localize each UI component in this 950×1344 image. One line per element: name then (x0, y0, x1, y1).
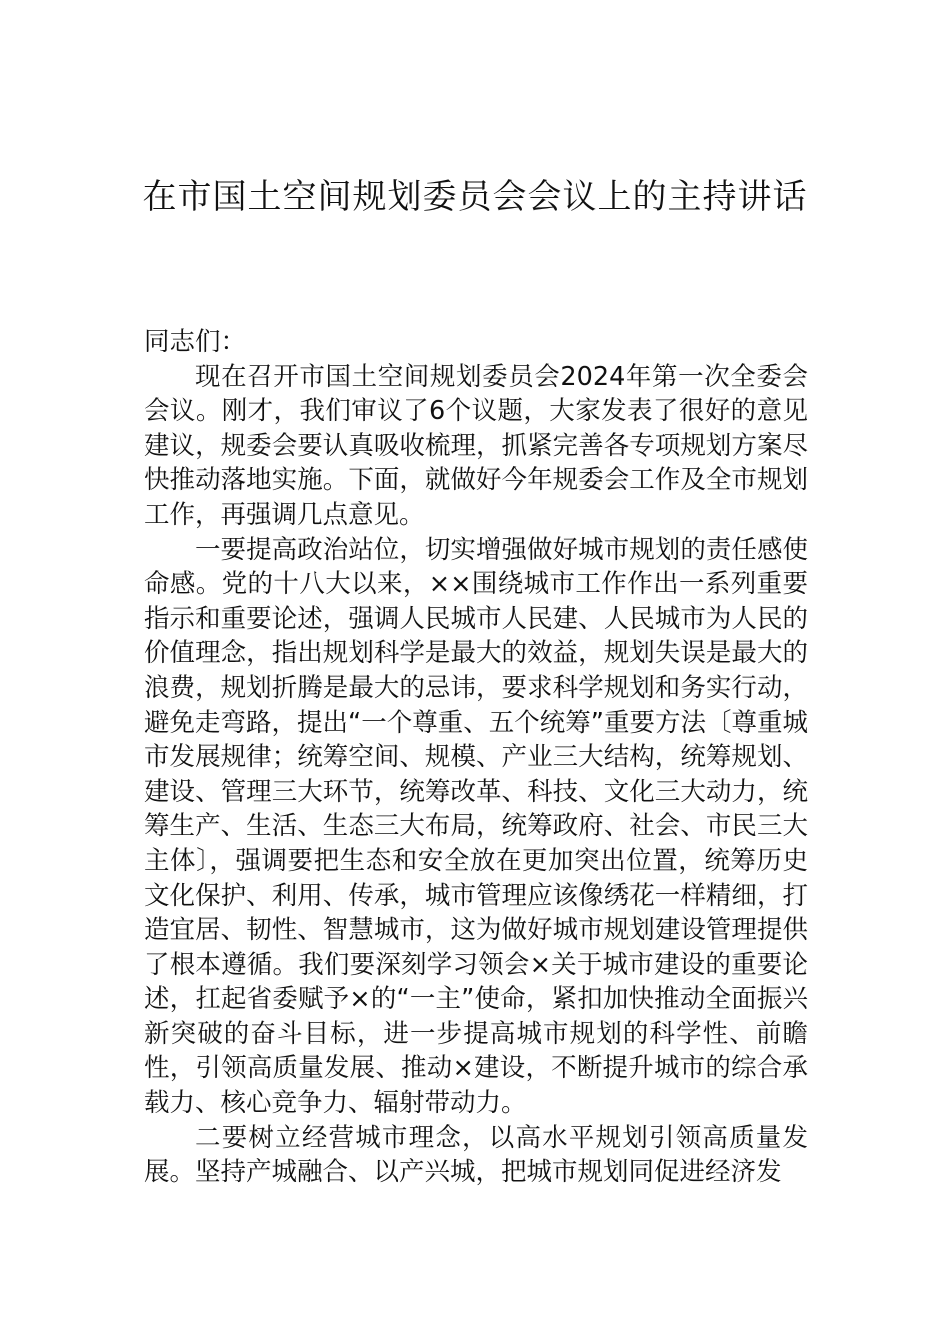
paragraph-opening: 现在召开市国土空间规划委员会2024年第一次全委会会议。刚才，我们审议了6个议题，大家发表了很好的意见建议，规委会要认真吸收梳理，抓紧完善各专项规划方案尽快推动落地实施。下面，就做好今年规委会工作及全市规划工作，再强调几点意见。 (144, 361, 808, 530)
paragraph-point-one: 一要提高政治站位，切实增强做好城市规划的责任感使命感。党的十八大以来，××围绕城市工作作出一系列重要指示和重要论述，强调人民城市人民建、人民城市为人民的价值理念，指出规划科学是最大的效益，规划失误是最大的浪费，规划折腾是最大的忌讳，要求科学规划和务实行动，避免走弯路，提出“一个尊重、五个统筹”重要方法〔尊重城市发展规律；统筹空间、规模、产业三大结构，统筹规划、建设、管理三大环节，统筹改革、科技、文化三大动力，统筹生产、生活、生态三大布局，统筹政府、社会、市民三大主体〕，强调要把生态和安全放在更加突出位置，统筹历史文化保护、利用、传承，城市管理应该像绣花一样精细，打造宜居、韧性、智慧城市，这为做好城市规划建设管理提供了根本遵循。我们要深刻学习领会×关于城市建设的重要论述，扛起省委赋予×的“一主”使命，紧扣加快推动全面振兴新突破的奋斗目标，进一步提高城市规划的科学性、前瞻性，引领高质量发展、推动×建设，不断提升城市的综合承载力、核心竞争力、辐射带动力。 (144, 534, 808, 1119)
document-body (144, 325, 808, 1190)
paragraph-point-two: 二要树立经营城市理念，以高水平规划引领高质量发展。坚持产城融合、以产兴城，把城市规划同促进经济发 (144, 1122, 808, 1188)
salutation: 同志们： (144, 327, 247, 357)
document-title: 在市国土空间规划委员会会议上的主持讲话 (142, 177, 808, 217)
